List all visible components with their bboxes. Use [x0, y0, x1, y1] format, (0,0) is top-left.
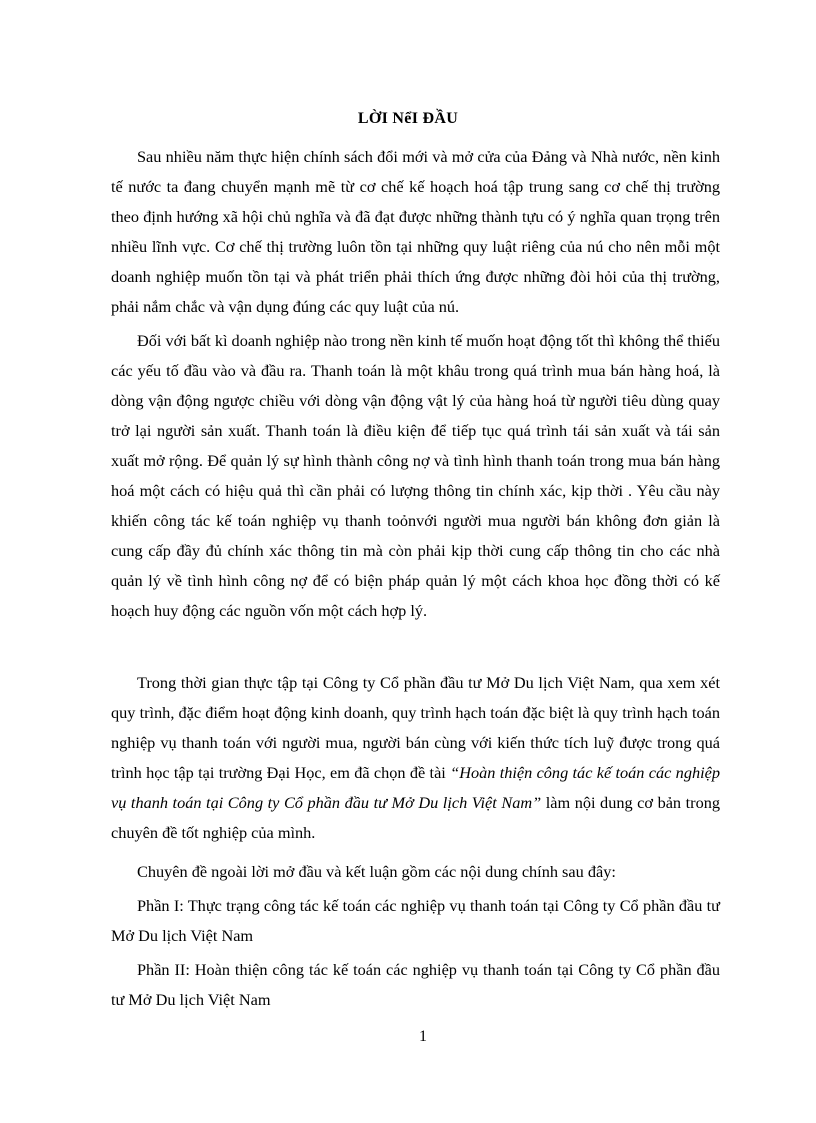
paragraph-outline-intro: [111, 857, 720, 887]
paragraph-text: Đối với bất kì doanh nghiệp nào trong nền kinh tế muốn hoạt động tốt thì không thể thiếu các yếu tố đầu vào và đầu ra. Thanh toán là một khâu trong quá trình mua bán hàng hoá, là dòng vận động ngược chiều với dòng vận động vật lý của hàng hoá từ người tiêu dùng quay trở lại người sản xuất. Thanh toán là điều kiện để tiếp tục quá trình tái sản xuất và tái sản xuất mở rộng. Để quản lý sự hình thành công nợ và tình hình thanh toán trong mua bán hàng hoá một cách có hiệu quả thì cần phải có lượng thông tin chính xác, kịp thời . Yêu cầu này khiến công tác kế toán nghiệp vụ thanh toỏnvới người mua người bán không đơn giản là cung cấp đầy đủ chính xác thông tin mà còn phải kịp thời cung cấp thông tin cho các nhà quản lý về tình hình công nợ để có biện pháp quản lý một cách khoa học đồng thời có kế hoạch huy động các nguồn vốn một cách hợp lý.: [111, 331, 720, 620]
paragraph-intro: [111, 142, 720, 322]
paragraph-text: [111, 668, 720, 848]
paragraph-payment: [111, 326, 720, 626]
thesis-topic: “Hoàn thiện công tác kế toán các nghiệp vụ thanh toán tại Công ty Cổ phần đầu tư Mở Du lịch Việt Nam”: [111, 763, 720, 812]
paragraph-part-two: [111, 955, 720, 1015]
paragraph-internship: [111, 668, 720, 848]
paragraph-text: Phần II: Hoàn thiện công tác kế toán các nghiệp vụ thanh toán tại Công ty Cổ phần đầu tư Mở Du lịch Việt Nam: [111, 960, 720, 1009]
page-number: 1: [419, 1028, 427, 1045]
paragraph-text: Sau nhiều năm thực hiện chính sách đổi mới và mở cửa của Đảng và Nhà nước, nền kinh tế nước ta đang chuyển mạnh mẽ từ cơ chế kế hoạch hoá tập trung sang cơ chế thị trường theo định hướng xã hội chủ nghĩa và đã đạt được những thành tựu có ý nghĩa quan trọng trên nhiều lĩnh vực. Cơ chế thị trường luôn tồn tại những quy luật riêng của nú cho nên mỗi một doanh nghiệp muốn tồn tại và phát triển phải thích ứng được những đòi hỏi của thị trường, phải nắm chắc và vận dụng đúng các quy luật của nú.: [111, 147, 720, 316]
paragraph-part-one: [111, 891, 720, 951]
paragraph-text-before: Trong thời gian thực tập tại Công ty Cổ phần đầu tư Mở Du lịch Việt Nam, qua xem xét quy trình, đặc điểm hoạt động kinh doanh, quy trình hạch toán đặc biệt là quy trình hạch toán nghiệp vụ thanh toán với người mua, người bán cùng với kiến thức tích luỹ được trong quá trình học tập tại trường Đại Học, em đã chọn đề tài: [111, 673, 720, 782]
paragraph-text: Phần I: Thực trạng công tác kế toán các nghiệp vụ thanh toán tại Công ty Cổ phần đầu tư Mở Du lịch Việt Nam: [111, 896, 720, 945]
paragraph-text-after: làm nội dung cơ bản trong chuyên đề tốt nghiệp của mình.: [111, 793, 720, 842]
document-title: LỜI NểI ĐẦU: [357, 110, 459, 127]
paragraph-text: Chuyên đề ngoài lời mở đầu và kết luận gồm các nội dung chính sau đây:: [137, 862, 616, 881]
